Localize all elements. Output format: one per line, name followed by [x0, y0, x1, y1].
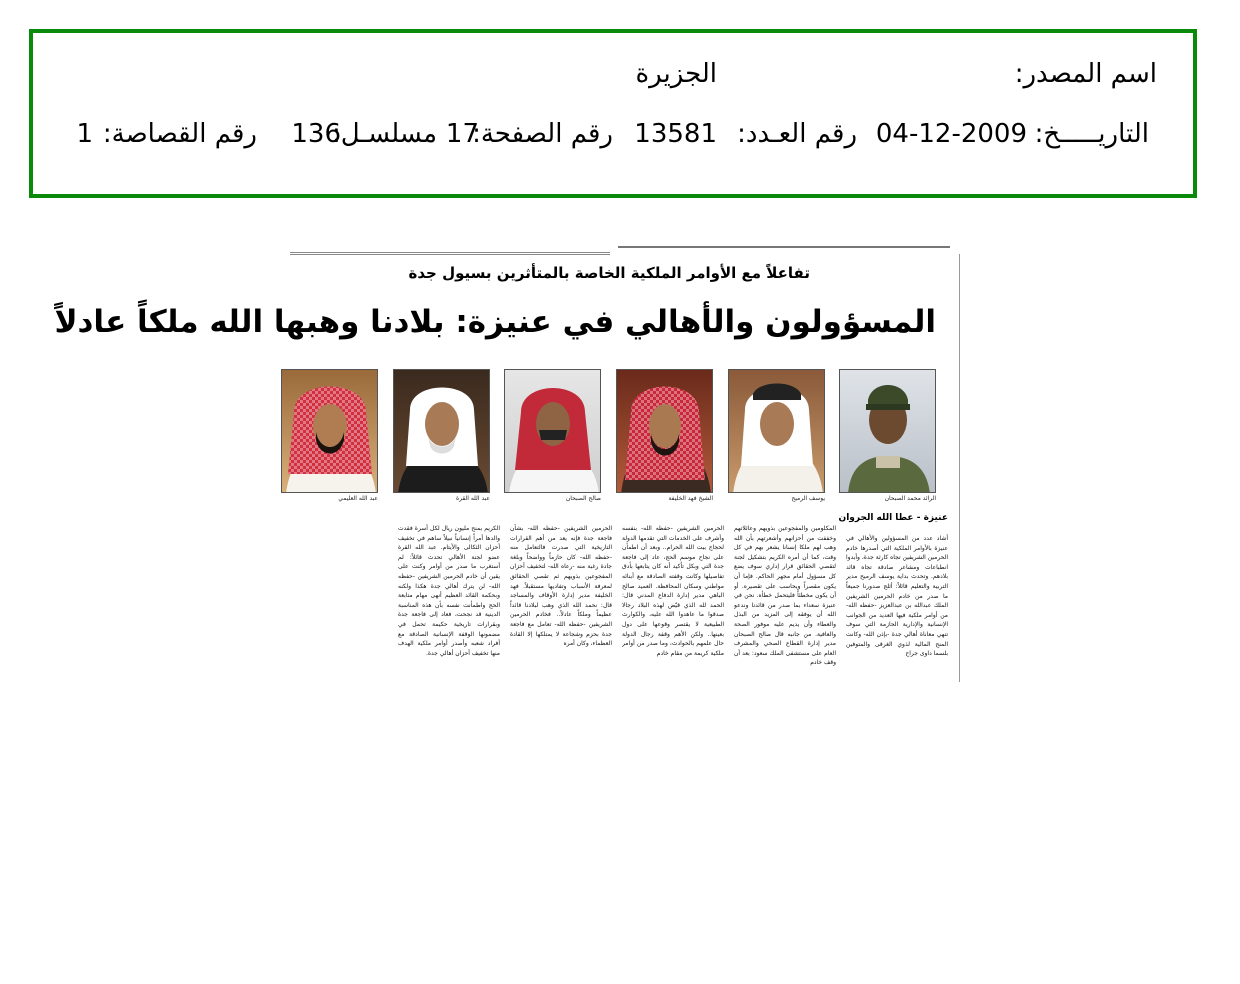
portrait-photo	[393, 369, 490, 493]
portrait-photo	[839, 369, 936, 493]
portrait-photo	[728, 369, 825, 493]
date-label: التاريـــــخ:	[1034, 119, 1149, 149]
photo-caption: عبد الله القرة	[455, 495, 490, 502]
person-portrait-icon	[505, 370, 601, 493]
person-portrait-icon	[282, 370, 378, 493]
person-portrait-icon	[394, 370, 490, 493]
person-portrait-icon	[729, 370, 825, 493]
top-rule-left	[290, 252, 610, 255]
article-column: أشاد عدد من المسؤولين والأهالي في عنيزة بالأوامر الملكية التي أصدرها خادم الحرمين الشريفين تجاه كارثة جدة، وأبدوا انطباعات ومشاعر صادقة تجاه قائد بلادهم. وتحدث بداية يوسف الرميح مدير التربية والتعليم قائلاً: أثلج صدورنا جميعاً ما صدر من خادم الحرمين الشريفين الملك عبدالله بن عبدالعزيز -حفظه الله- من أوامر ملكية فيها العديد من الجوانب الإنسانية والإدارية الحازمة التي سوف تنهي معاناة أهالي جدة -بإذن الله- وكانت المنح المالية لذوي الغرقى والمتوفين بلسما داوى جراح	[846, 535, 948, 658]
article-column: الحرمين الشريفين -حفظه الله- بنفسه وأشرف على الخدمات التي تقدمها الدولة لحجاج بيت الله الحرام.. وبعد أن اطمأن على نجاح موسم الحج، عاد إلى فاجعة جدة التي وبكل تأكيد أنه كان يتابعها بأدق تفاصيلها وكانت وقفته الصادقة مع أبنائه مواطني وسكان المحافظة. العميد صالح الباهي مدير إدارة الدفاع المدني قال: الحمد لله الذي قيّض لهذه البلاد رجالا صدقوا ما عاهدوا الله عليه، والكوارث الطبيعية لا يقتصر وقوعها على دول بعينها.. ولكن الأهم وقفة رجال الدولة حال علمهم بالحوادث، وما صدر من أوامر ملكية كريمة من مقام خادم	[622, 525, 724, 657]
clipping-edge-rule	[959, 254, 960, 682]
photo-caption: الشيخ فهد الخليفة	[668, 495, 713, 502]
issue-label: رقم العـدد:	[737, 119, 857, 149]
article-column: الحرمين الشريفين -حفظه الله- بشأن فاجعة جدة فإنه يعد من أهم القرارات التاريخية التي صدرت فالتعامل منه -حفظه الله- كان حازماً وواضحاً وبلغة جادة رغبة منه -رعاه الله- لتخفيف أحزان المفجوعين بذويهم ثم تقصي الحقائق لمعرفة الأسباب وتفاديها مستقبلاً. فهد الخليفة مدير إدارة الأوقاف والمساجد قال: نحمد الله الذي وهب لبلادنا قائداً عظيماً وملكاً عادلاً.. فخادم الحرمين الشريفين -حفظه الله- تعامل مع فاجعة جدة بحزم وشجاعة لا يمتلكها إلا القادة العظماء، وكان أمره	[510, 525, 612, 648]
portrait-photo	[616, 369, 713, 493]
photo-caption: عبد الله العليمي	[338, 495, 378, 502]
source-label: اسم المصدر:	[1014, 59, 1157, 89]
metadata-row-source	[33, 59, 1193, 99]
photo-caption: يوسف الرميح	[791, 495, 825, 502]
newspaper-clipping	[54, 246, 960, 682]
issue-value: 13581	[634, 119, 717, 149]
photo-caption: الرائد محمد الصبحان	[884, 495, 936, 502]
article-column: الكريم بمنح مليون ريال لكل أسرة فقدت والدها أمراً إنسانياً نبيلاً ساهم في تخفيف أحزان الثكالى والأيتام. عبد الله القرة عضو لجنة الأهالي تحدث قائلاً: لم أستغرب ما صدر من أوامر وكنت على يقين أن خادم الحرمين الشريفين -حفظه الله- لن يترك أهالي جدة هكذا ولكنه وبحكمة القائد العظيم أنهى مهام متابعة الحج واطمأنت نفسه بأن هذه المناسبة الدينية قد نجحت، فعاد إلى فاجعة جدة وبقرارات تاريخية حكيمة تحمل في مضمونها الوقفة الإنسانية الصادقة مع أفراد شعبه وأصدر أوامر ملكية الهدف منها تخفيف أحزان أهالي جدة.	[398, 525, 500, 657]
article-headline: المسؤولون والأهالي في عنيزة: بلادنا وهبها الله ملكاً عادلاً	[54, 304, 936, 340]
clipping-metadata-box	[29, 29, 1197, 198]
person-portrait-icon	[840, 370, 936, 493]
date-value: 04-12-2009	[875, 119, 1027, 149]
article-byline: عنيزة - عطا الله الجروان	[838, 513, 948, 523]
clip-number-label: رقم القصاصة:	[102, 119, 257, 149]
article-body	[288, 524, 948, 682]
page-value: 17	[445, 119, 479, 149]
article-kicker: تفاعلاً مع الأوامر الملكية الخاصة بالمتأثرين بسيول جدة	[408, 264, 810, 282]
person-portrait-icon	[617, 370, 713, 493]
page-label: رقم الصفحة:	[472, 119, 613, 149]
serial-value: 136	[291, 119, 341, 149]
photo-caption: صالح الصبحان	[565, 495, 601, 502]
article-column: المكلومين والمفجوعين بذويهم وعائلاتهم وخففت من أحزانهم وأشعرتهم بأن الله وهب لهم ملكا إنسانا يشعر بهم في كل وقت، كما أن أمره الكريم بتشكيل لجنة لتقصي الحقائق قرار إداري سوف يضع كل مسؤول أمام مجهر الحاكم. فإما أن يكون مقصراً ويحاسب على تقصيره. أو أن يكون مخطئاً فليتحمل خطأه. نحن في عنيزة سعداء بما صدر من قائدنا وندعو الله أن يوفقه إلى المزيد من البذل والعطاء وأن يديم عليه موفور الصحة والعافية. من جانبه قال صالح الصبحان مدير إدارة القطاع الصحي والمشرف العام على مستشفى الملك سعود: بعد أن وقف خادم	[734, 525, 836, 667]
portrait-photo	[281, 369, 378, 493]
portrait-photo	[504, 369, 601, 493]
serial-label: مسلسـل:	[332, 119, 437, 149]
clip-number-value: 1	[76, 119, 93, 149]
portrait-row	[290, 369, 948, 509]
source-value: الجزيرة	[635, 59, 717, 89]
top-rule-right	[618, 246, 950, 248]
metadata-row-details	[33, 119, 1193, 159]
